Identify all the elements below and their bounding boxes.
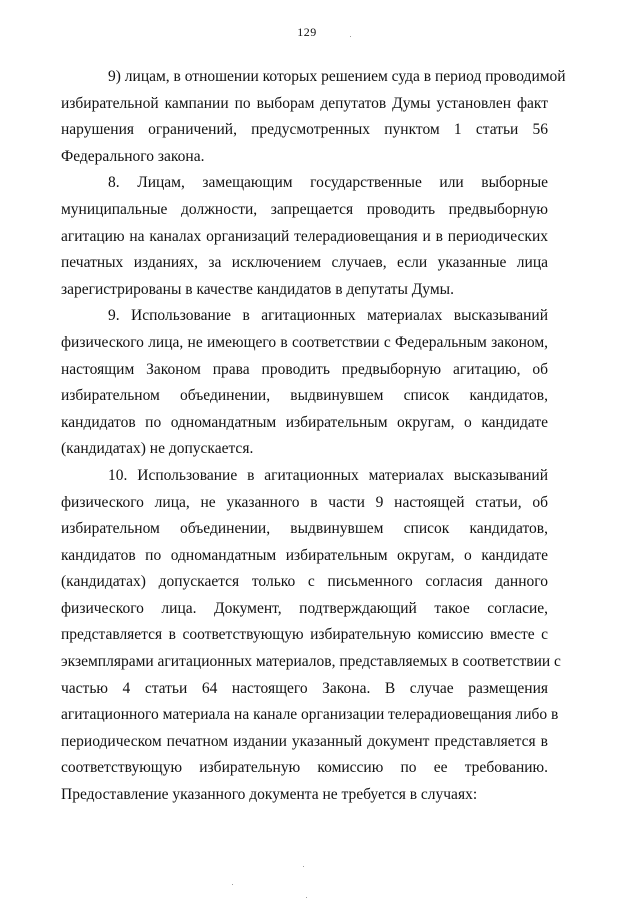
text-line: (кандидатах) не допускается. xyxy=(61,440,254,458)
scan-speck xyxy=(350,36,351,37)
text-line: физического лица. Документ, подтверждающий такое согласие, xyxy=(61,599,548,617)
text-line: экземплярами агитационных материалов, представляемых в соответствии с xyxy=(61,653,561,671)
paragraph-part-9 xyxy=(61,303,548,463)
document-body xyxy=(61,64,566,809)
text-line: 9. Использование в агитационных материалах высказываний xyxy=(108,307,548,325)
text-line: кандидатов по одномандатным избирательным округам, о кандидате xyxy=(61,546,548,564)
text-line: зарегистрированы в качестве кандидатов в депутаты Думы. xyxy=(61,280,454,298)
paragraph-part-10 xyxy=(61,463,561,809)
scan-speck xyxy=(232,884,233,885)
text-line: избирательном объединении, выдвинувшем список кандидатов, xyxy=(61,520,548,538)
text-line: частью 4 статьи 64 настоящего Закона. В случае размещения xyxy=(61,679,548,697)
page-number: 129 xyxy=(297,25,317,39)
text-line: физического лица, не указанного в части 9 настоящей статьи, об xyxy=(61,493,548,511)
text-line: (кандидатах) допускается только с письменного согласия данного xyxy=(61,573,548,591)
scan-speck xyxy=(303,866,304,867)
text-line: 10. Использование в агитационных материалах высказываний xyxy=(108,466,548,484)
text-line: физического лица, не имеющего в соответствии с Федеральным законом, xyxy=(61,333,548,351)
text-line: Предоставление указанного документа не требуется в случаях: xyxy=(61,786,478,804)
paragraph-part-8 xyxy=(61,170,548,303)
text-line: представляется в соответствующую избирательную комиссию вместе с xyxy=(61,626,548,644)
text-line: агитацию на каналах организаций телерадиовещания и в периодических xyxy=(61,227,548,245)
text-line: 9) лицам, в отношении которых решением суда в период проводимой xyxy=(108,68,566,85)
text-line: печатных изданиях, за исключением случаев, если указанные лица xyxy=(61,254,548,272)
text-line: периодическом печатном издании указанный документ представляется в xyxy=(61,732,548,750)
text-line: настоящим Законом права проводить предвыборную агитацию, об xyxy=(61,360,548,378)
text-line: соответствующую избирательную комиссию по ее требованию. xyxy=(61,759,548,777)
text-line: избирательной кампании по выборам депутатов Думы установлен факт xyxy=(61,94,548,112)
text-line: избирательном объединении, выдвинувшем список кандидатов, xyxy=(61,387,548,405)
text-line: муниципальные должности, запрещается проводить предвыборную xyxy=(61,200,548,218)
scan-speck xyxy=(306,897,307,898)
text-line: Федерального закона. xyxy=(61,147,205,165)
text-line: нарушения ограничений, предусмотренных пунктом 1 статьи 56 xyxy=(61,121,548,139)
text-line: агитационного материала на канале организации телерадиовещания либо в xyxy=(61,706,559,724)
text-line: 8. Лицам, замещающим государственные или выборные xyxy=(108,174,548,192)
text-line: кандидатов по одномандатным избирательным округам, о кандидате xyxy=(61,413,548,431)
paragraph-item-9 xyxy=(61,64,566,170)
